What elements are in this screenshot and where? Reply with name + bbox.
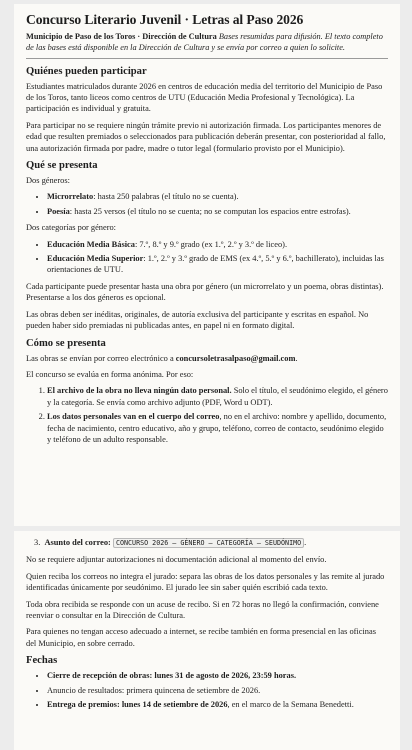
step-number: 3. bbox=[34, 538, 41, 547]
no-attachments-paragraph: No se requiere adjuntar autorizaciones ni documentación adicional al momento del envío. bbox=[26, 555, 327, 565]
unpublished-paragraph: Las obras deben ser inéditas, originales, de autoría exclusiva del participante y escritas en español. No pueden haber sido premiadas ni publicadas antes, en papel ni en formato digital. bbox=[26, 309, 369, 331]
category-text: : 7.º, 8.º y 9.º grado (ex 1.º, 2.º y 3.º de liceo). bbox=[134, 239, 288, 249]
categories-intro: Dos categorías por género: bbox=[26, 223, 116, 233]
jury-paragraph: Quien reciba los correos no integra el jurado: separa las obras de los datos personales y las remite al jurado identificadas únicamente por seudónimo. El jurado lee sin saber quién escribió cada texto. bbox=[26, 571, 385, 593]
list-item bbox=[34, 537, 388, 549]
step-text: Solo el título, el seudónimo elegido, el género y la categoría. Se envía como archivo adjunto (PDF, Word u ODT). bbox=[47, 386, 388, 407]
participants-paragraph-1: Estudiantes matriculados durante 2026 en centros de educación media del territorio del Municipio de Paso de los Toros, tanto liceos como centros de UTU (Educación Media Profesional y Tecnológica). La participación es individual y gratuita. bbox=[26, 81, 383, 114]
one-per-genre-paragraph: Cada participante puede presentar hasta una obra por género (un microrrelato y un poema, obras distintas). Presentarse a los dos géneros es opcional. bbox=[26, 281, 384, 303]
anonymous-paragraph: El concurso se evalúa en forma anónima. Por eso: bbox=[26, 369, 194, 379]
contest-email-link[interactable]: concursoletrasalpaso@gmail.com bbox=[175, 353, 296, 363]
dates-list bbox=[26, 670, 388, 710]
list-item bbox=[47, 699, 388, 710]
step-bold: Asunto del correo: bbox=[44, 538, 111, 547]
document-page-1 bbox=[14, 4, 400, 526]
list-item bbox=[47, 253, 388, 276]
email-prefix: Las obras se envían por correo electrónico a bbox=[26, 353, 176, 363]
category-text: : 1.º, 2.º y 3.º grado de EMS (ex 4.º, 5.º y 6.º, bachillerato), incluidas las orientaciones de UTU. bbox=[47, 254, 384, 275]
intro-org: Municipio de Paso de los Toros · Dirección de Cultura bbox=[26, 32, 217, 41]
section-heading-participants: Quiénes pueden participar bbox=[26, 65, 147, 77]
step-bold: El archivo de la obra no lleva ningún dato personal. bbox=[47, 386, 232, 396]
steps-list-continued bbox=[26, 537, 388, 549]
email-suffix: . bbox=[295, 353, 298, 363]
receipt-paragraph: Toda obra recibida se responde con un acuse de recibo. Si en 72 horas no llegó la confirmación, conviene reenviar o consultar en la Dirección de Cultura. bbox=[26, 599, 379, 621]
date-bold: Entrega de premios: lunes 14 de setiembre de 2026 bbox=[47, 700, 228, 710]
document-page-2 bbox=[14, 531, 400, 750]
section-heading-what: Qué se presenta bbox=[26, 160, 98, 172]
list-item bbox=[47, 239, 388, 250]
date-bold: Cierre de recepción de obras: lunes 31 de agosto de 2026, 23:59 horas. bbox=[47, 671, 297, 681]
categories-list bbox=[26, 239, 388, 276]
list-item bbox=[47, 685, 388, 696]
genres-list bbox=[26, 191, 388, 217]
intro-full-text-note: El texto completo de las bases está disponible en la Dirección de Cultura y se envía por correo a quien lo solicite. bbox=[26, 32, 383, 53]
participants-paragraph-2: Para participar no se requiere ningún trámite previo ni autorización firmada. Los participantes menores de edad que resulten premiados o seleccionados para publicación deberán presentar, con posterioridad al fallo, una autorización firmada por padre, madre o tutor legal (formulario provisto por el Municipio). bbox=[26, 120, 386, 153]
in-person-paragraph: Para quienes no tengan acceso adecuado a internet, se recibe también en forma presencial en las oficinas del Municipio, en sobre cerrado. bbox=[26, 627, 376, 648]
genre-text: : hasta 250 palabras (el título no se cuenta). bbox=[93, 192, 239, 202]
step-bold: Los datos personales van en el cuerpo del correo bbox=[47, 412, 220, 422]
list-item bbox=[47, 206, 388, 217]
list-item bbox=[47, 385, 388, 408]
step-text: , no en el archivo: nombre y apellido, documento, fecha de nacimiento, centro educativo, año y grupo, teléfono, correo de contacto, seudónimo elegido y teléfono de un adulto responsable. bbox=[47, 412, 387, 444]
genre-label: Poesía bbox=[47, 206, 70, 216]
genres-intro: Dos géneros: bbox=[26, 176, 70, 186]
list-item bbox=[47, 191, 388, 202]
category-label: Educación Media Básica bbox=[47, 239, 135, 249]
list-item bbox=[47, 670, 388, 681]
genre-text: : hasta 25 versos (el título no se cuenta; no se computan los espacios entre estrofas). bbox=[69, 206, 351, 216]
list-item bbox=[47, 411, 388, 445]
date-text: Anuncio de resultados: primera quincena de setiembre de 2026. bbox=[47, 685, 261, 695]
section-heading-how: Cómo se presenta bbox=[26, 337, 106, 349]
step-end: . bbox=[304, 538, 307, 547]
section-heading-dates: Fechas bbox=[26, 655, 58, 667]
intro-paragraph bbox=[26, 31, 388, 54]
email-paragraph bbox=[26, 353, 388, 364]
steps-list bbox=[26, 385, 388, 445]
document-title: Concurso Literario Juvenil · Letras al Paso 2026 bbox=[26, 12, 304, 27]
intro-summary-note: Bases resumidas para difusión. bbox=[218, 32, 323, 41]
category-label: Educación Media Superior bbox=[47, 254, 144, 264]
genre-label: Microrrelato bbox=[47, 192, 94, 202]
date-text: , en el marco de la Semana Benedetti. bbox=[227, 700, 354, 710]
email-subject-code: CONCURSO 2026 — GÉNERO — CATEGORÍA — SEUDÓNIMO bbox=[113, 538, 304, 548]
divider bbox=[26, 58, 388, 59]
